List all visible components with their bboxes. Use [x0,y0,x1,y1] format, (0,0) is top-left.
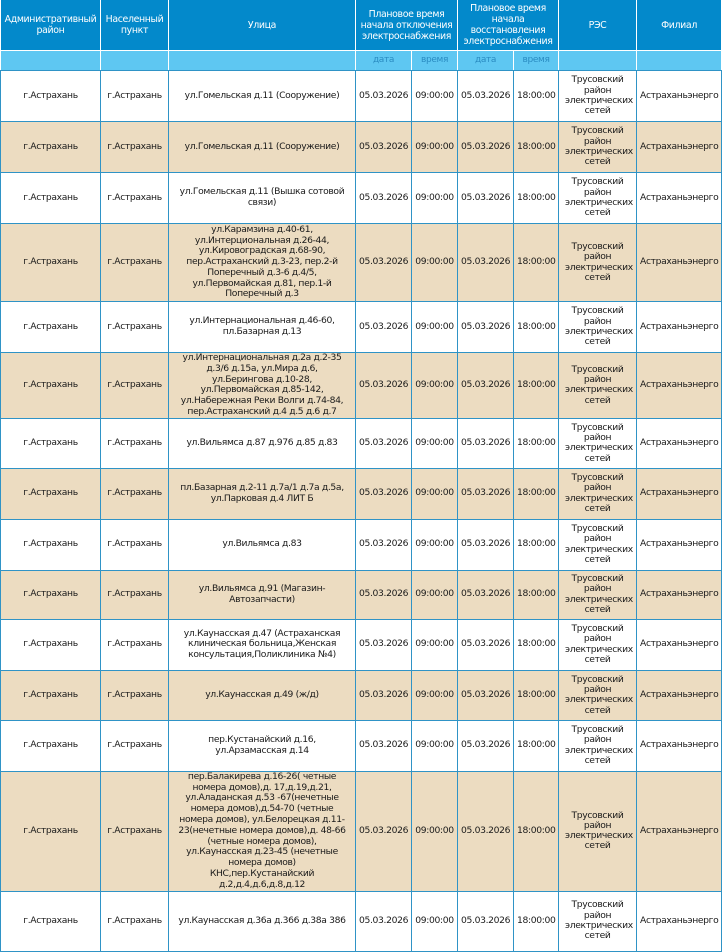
cell-admin-district: г.Астрахань [1,353,101,419]
cell-street: ул.Гомельская д.11 (Вышка сотовой связи) [169,173,356,224]
subheader-date-on: дата [458,51,514,71]
cell-branch: Астраханьэнерго [637,670,722,720]
table-row [1,302,722,353]
subheader-empty [637,51,722,71]
header-admin-district: Административный район [1,0,101,51]
subheader-empty [101,51,169,71]
cell-branch: Астраханьэнерго [637,418,722,468]
cell-street: ул.Вильямса д.87 д.976 д.85 д.83 [169,418,356,468]
cell-res: Трусовский район электрических сетей [559,519,637,570]
cell-off-date: 05.03.2026 [356,468,412,519]
cell-on-date: 05.03.2026 [458,670,514,720]
table-row [1,173,722,224]
cell-settlement: г.Астрахань [101,891,169,951]
header-restore-start: Плановое время начала восстановления электроснабжения [458,0,559,51]
cell-street: ул.Интернациональная д.2а д.2-35 д.3/6 д.15а, ул.Мира д.6, ул.Берингова д.10-28, ул.Первомайская д.85-142, ул.Набережная Реки Волги д.74-84, пер.Астраханский д.4 д.5 д.6 д.7 [169,353,356,419]
cell-branch: Астраханьэнерго [637,891,722,951]
table-row [1,720,722,771]
cell-settlement: г.Астрахань [101,71,169,122]
cell-on-date: 05.03.2026 [458,353,514,419]
cell-settlement: г.Астрахань [101,302,169,353]
cell-street: ул.Вильямса д.91 (Магазин-Автозапчасти) [169,570,356,619]
cell-on-time: 18:00:00 [514,353,559,419]
cell-admin-district: г.Астрахань [1,519,101,570]
cell-res: Трусовский район электрических сетей [559,71,637,122]
cell-branch: Астраханьэнерго [637,71,722,122]
cell-admin-district: г.Астрахань [1,122,101,173]
cell-admin-district: г.Астрахань [1,173,101,224]
cell-on-date: 05.03.2026 [458,619,514,670]
cell-on-time: 18:00:00 [514,570,559,619]
cell-off-date: 05.03.2026 [356,122,412,173]
cell-off-date: 05.03.2026 [356,619,412,670]
cell-street: ул.Каунасская д.49 (ж/д) [169,670,356,720]
cell-on-date: 05.03.2026 [458,122,514,173]
cell-settlement: г.Астрахань [101,468,169,519]
header-settlement: Населенный пункт [101,0,169,51]
cell-off-time: 09:00:00 [412,619,458,670]
cell-on-time: 18:00:00 [514,619,559,670]
cell-off-date: 05.03.2026 [356,302,412,353]
cell-res: Трусовский район электрических сетей [559,173,637,224]
cell-on-date: 05.03.2026 [458,468,514,519]
subheader-empty [559,51,637,71]
cell-res: Трусовский район электрических сетей [559,670,637,720]
table-row [1,619,722,670]
cell-on-date: 05.03.2026 [458,720,514,771]
table-row [1,224,722,302]
table-body [1,71,722,952]
cell-res: Трусовский район электрических сетей [559,302,637,353]
cell-res: Трусовский район электрических сетей [559,891,637,951]
cell-on-date: 05.03.2026 [458,224,514,302]
subheader-date-off: дата [356,51,412,71]
table-row [1,353,722,419]
header-street: Улица [169,0,356,51]
cell-res: Трусовский район электрических сетей [559,468,637,519]
cell-settlement: г.Астрахань [101,570,169,619]
cell-admin-district: г.Астрахань [1,224,101,302]
table-row [1,771,722,891]
cell-on-date: 05.03.2026 [458,302,514,353]
table-row [1,122,722,173]
cell-on-time: 18:00:00 [514,720,559,771]
cell-res: Трусовский район электрических сетей [559,619,637,670]
cell-on-time: 18:00:00 [514,71,559,122]
cell-branch: Астраханьэнерго [637,771,722,891]
cell-on-time: 18:00:00 [514,224,559,302]
cell-off-time: 09:00:00 [412,519,458,570]
cell-res: Трусовский район электрических сетей [559,570,637,619]
cell-off-time: 09:00:00 [412,468,458,519]
subheader-empty [1,51,101,71]
cell-settlement: г.Астрахань [101,173,169,224]
cell-off-date: 05.03.2026 [356,71,412,122]
cell-branch: Астраханьэнерго [637,619,722,670]
header-res: РЭС [559,0,637,51]
table-row [1,670,722,720]
cell-street: пер.Кустанайский д.16, ул.Арзамасская д.14 [169,720,356,771]
cell-admin-district: г.Астрахань [1,720,101,771]
cell-off-time: 09:00:00 [412,720,458,771]
cell-on-time: 18:00:00 [514,302,559,353]
cell-off-time: 09:00:00 [412,891,458,951]
cell-on-date: 05.03.2026 [458,519,514,570]
subheader-empty [169,51,356,71]
cell-off-date: 05.03.2026 [356,173,412,224]
cell-on-time: 18:00:00 [514,670,559,720]
cell-on-date: 05.03.2026 [458,173,514,224]
cell-settlement: г.Астрахань [101,122,169,173]
cell-street: ул.Каунасская д.47 (Астраханская клиническая больница,Женская консультация,Поликлиника №4) [169,619,356,670]
header-branch: Филиал [637,0,722,51]
cell-on-date: 05.03.2026 [458,570,514,619]
cell-on-date: 05.03.2026 [458,891,514,951]
cell-settlement: г.Астрахань [101,670,169,720]
cell-on-date: 05.03.2026 [458,418,514,468]
cell-admin-district: г.Астрахань [1,71,101,122]
cell-branch: Астраханьэнерго [637,122,722,173]
cell-on-date: 05.03.2026 [458,771,514,891]
cell-street: ул.Каунасская д.36а д.366 д.38а 386 [169,891,356,951]
cell-street: ул.Интернациональная д.46-60, пл.Базарная д.13 [169,302,356,353]
cell-branch: Астраханьэнерго [637,468,722,519]
cell-branch: Астраханьэнерго [637,570,722,619]
cell-street: ул.Вильямса д.83 [169,519,356,570]
table-row [1,891,722,951]
cell-on-time: 18:00:00 [514,891,559,951]
cell-off-time: 09:00:00 [412,418,458,468]
cell-off-time: 09:00:00 [412,71,458,122]
cell-settlement: г.Астрахань [101,519,169,570]
cell-off-date: 05.03.2026 [356,570,412,619]
cell-off-time: 09:00:00 [412,570,458,619]
cell-off-time: 09:00:00 [412,224,458,302]
cell-off-date: 05.03.2026 [356,670,412,720]
cell-res: Трусовский район электрических сетей [559,418,637,468]
cell-res: Трусовский район электрических сетей [559,224,637,302]
cell-off-date: 05.03.2026 [356,224,412,302]
cell-off-time: 09:00:00 [412,122,458,173]
cell-off-date: 05.03.2026 [356,771,412,891]
cell-off-time: 09:00:00 [412,173,458,224]
cell-res: Трусовский район электрических сетей [559,720,637,771]
cell-admin-district: г.Астрахань [1,418,101,468]
cell-street: ул.Гомельская д.11 (Сооружение) [169,122,356,173]
cell-off-time: 09:00:00 [412,771,458,891]
cell-branch: Астраханьэнерго [637,519,722,570]
cell-off-time: 09:00:00 [412,302,458,353]
cell-settlement: г.Астрахань [101,771,169,891]
cell-res: Трусовский район электрических сетей [559,353,637,419]
cell-res: Трусовский район электрических сетей [559,771,637,891]
cell-off-date: 05.03.2026 [356,519,412,570]
cell-on-time: 18:00:00 [514,468,559,519]
cell-on-time: 18:00:00 [514,173,559,224]
cell-branch: Астраханьэнерго [637,353,722,419]
cell-on-time: 18:00:00 [514,122,559,173]
cell-on-time: 18:00:00 [514,418,559,468]
cell-admin-district: г.Астрахань [1,570,101,619]
cell-admin-district: г.Астрахань [1,468,101,519]
cell-settlement: г.Астрахань [101,720,169,771]
cell-street: пл.Базарная д.2-11 д.7а/1 д.7а д.5а, ул.Парковая д.4 ЛИТ Б [169,468,356,519]
subheader-time-off: время [412,51,458,71]
cell-admin-district: г.Астрахань [1,670,101,720]
cell-on-time: 18:00:00 [514,771,559,891]
cell-admin-district: г.Астрахань [1,891,101,951]
cell-branch: Астраханьэнерго [637,302,722,353]
cell-off-date: 05.03.2026 [356,353,412,419]
table-row [1,71,722,122]
table-row [1,418,722,468]
cell-settlement: г.Астрахань [101,418,169,468]
cell-off-time: 09:00:00 [412,670,458,720]
cell-on-date: 05.03.2026 [458,71,514,122]
cell-settlement: г.Астрахань [101,353,169,419]
table-row [1,570,722,619]
table-row [1,519,722,570]
cell-settlement: г.Астрахань [101,224,169,302]
subheader-time-on: время [514,51,559,71]
cell-branch: Астраханьэнерго [637,173,722,224]
cell-off-time: 09:00:00 [412,353,458,419]
cell-on-time: 18:00:00 [514,519,559,570]
cell-off-date: 05.03.2026 [356,891,412,951]
cell-admin-district: г.Астрахань [1,302,101,353]
cell-admin-district: г.Астрахань [1,771,101,891]
cell-branch: Астраханьэнерго [637,720,722,771]
cell-branch: Астраханьэнерго [637,224,722,302]
cell-off-date: 05.03.2026 [356,418,412,468]
subheader-row [1,51,722,71]
cell-street: ул.Карамзина д.40-61, ул.Интерциональная д.26-44, ул.Кировоградская д.68-90, пер.Астраханский д.3-23, пер.2-й Поперечный д.3-6 д.4/5, ул.Первомайская д.81, пер.1-й Поперечный д.3 [169,224,356,302]
cell-off-date: 05.03.2026 [356,720,412,771]
header-outage-start: Плановое время начала отключения электроснабжения [356,0,458,51]
cell-admin-district: г.Астрахань [1,619,101,670]
cell-settlement: г.Астрахань [101,619,169,670]
cell-street: пер.Балакирева д.16-26( четные номера домов),д. 17,д.19,д.21, ул.Аладанская д.53 -67(нечетные номера домов),д.54-70 (четные номера домов), ул.Белорецкая д.11-23(нечетные номера домов),д. 48-66 (четные номера домов), ул.Каунасская д.23-45 (нечетные номера домов) КНС,пер.Кустанайский д.2,д.4,д.6,д.8,д.12 [169,771,356,891]
cell-street: ул.Гомельская д.11 (Сооружение) [169,71,356,122]
cell-res: Трусовский район электрических сетей [559,122,637,173]
header-row [1,0,722,51]
table-row [1,468,722,519]
